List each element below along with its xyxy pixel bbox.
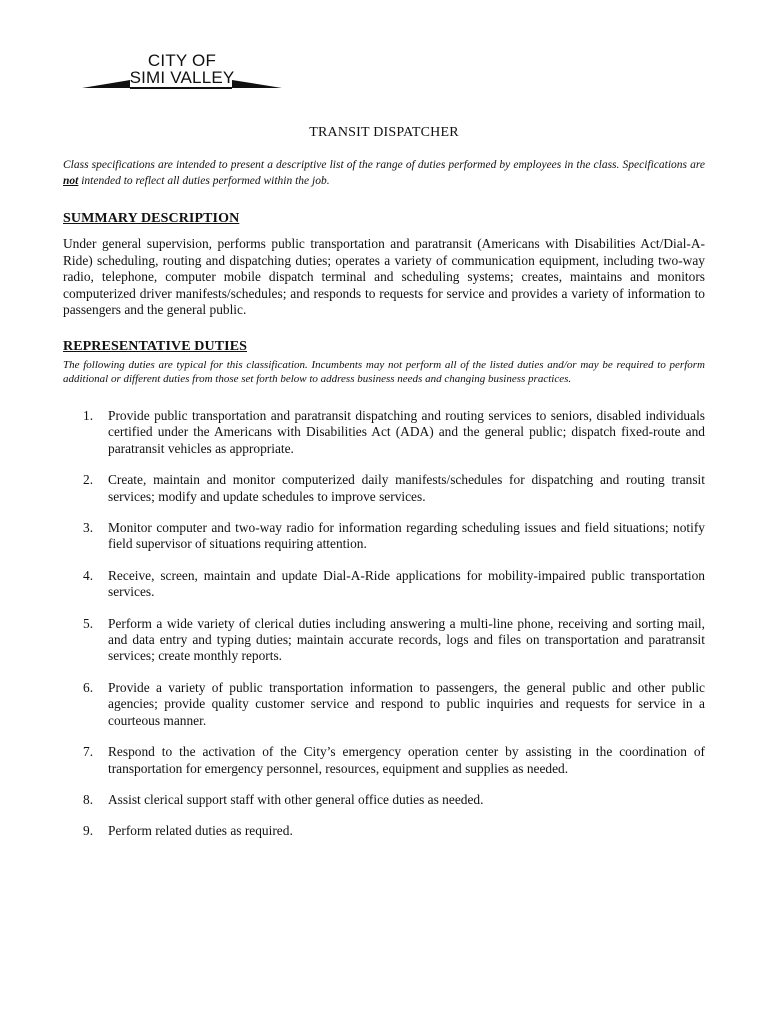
city-logo bbox=[80, 50, 284, 92]
duty-number: 7. bbox=[83, 744, 94, 760]
class-spec-note-part1: Class specifications are intended to present a descriptive list of the range of duties performed by employees in the class. Specifications are bbox=[63, 159, 705, 171]
duty-text: Monitor computer and two-way radio for information regarding scheduling issues and field situations; notify field supervisor of situations requiring attention. bbox=[108, 520, 705, 552]
duty-item bbox=[63, 616, 705, 665]
duty-number: 8. bbox=[83, 791, 94, 807]
duty-item bbox=[63, 744, 705, 777]
duty-number: 3. bbox=[83, 520, 94, 536]
duty-number: 2. bbox=[83, 472, 94, 488]
logo-line-1: CITY OF bbox=[147, 51, 217, 70]
class-spec-note-part2: intended to reflect all duties performed within the job. bbox=[78, 175, 330, 187]
summary-heading: SUMMARY DESCRIPTION bbox=[63, 211, 240, 226]
duty-text: Respond to the activation of the City’s emergency operation center by assisting in the coordination of transportation for emergency personnel, resources, equipment and supplies as needed. bbox=[108, 744, 705, 776]
duties-list bbox=[63, 408, 705, 840]
duty-item bbox=[63, 568, 705, 601]
duty-item bbox=[63, 792, 705, 808]
duty-text: Provide public transportation and paratransit dispatching and routing services to seniors, disabled individuals certified under the Americans with Disabilities Act (ADA) and the general public; dispatch fixed-route and paratransit vehicles as appropriate. bbox=[108, 408, 705, 456]
duty-text: Assist clerical support staff with other general office duties as needed. bbox=[108, 791, 484, 807]
duty-text: Receive, screen, maintain and update Dial-A-Ride applications for mobility-impaired public transportation services. bbox=[108, 567, 705, 600]
duties-intro: The following duties are typical for this classification. Incumbents may not perform all of the listed duties and/or may be required to perform additional or different duties from those set forth below to address business needs and changing business practices. bbox=[63, 359, 705, 386]
duty-text: Perform a wide variety of clerical duties including answering a multi-line phone, receiving and sorting mail, and data entry and typing duties; maintain accurate records, logs and files on transportation and paratransit services; create monthly reports. bbox=[108, 615, 705, 664]
summary-text: Under general supervision, performs public transportation and paratransit (Americans with Disabilities Act/Dial-A-Ride) scheduling, routing and dispatching duties; operates a variety of communication equipment, including two-way radio, telephone, computer mobile dispatch terminal and scheduling systems; creates, maintains and monitors computerized driver manifests/schedules; and responds to requests for service and provides a variety of information to passengers and the general public. bbox=[63, 236, 705, 318]
duties-heading: REPRESENTATIVE DUTIES bbox=[63, 339, 248, 354]
duty-item bbox=[63, 823, 705, 839]
duty-item bbox=[63, 680, 705, 729]
logo-line-2: SIMI VALLEY bbox=[129, 68, 235, 87]
duty-item bbox=[63, 520, 705, 553]
class-spec-note bbox=[63, 157, 705, 189]
class-spec-note-emphasis: not bbox=[63, 175, 79, 187]
duty-number: 5. bbox=[83, 615, 94, 631]
duty-number: 1. bbox=[83, 408, 94, 423]
page-title: TRANSIT DISPATCHER bbox=[309, 125, 459, 140]
duty-item bbox=[63, 408, 705, 457]
duty-text: Provide a variety of public transportation information to passengers, the general public and other public agencies; provide quality customer service and respond to public inquiries and requests for service in a courteous manner. bbox=[108, 679, 705, 728]
duty-number: 9. bbox=[83, 823, 94, 839]
duty-number: 4. bbox=[83, 567, 94, 583]
duty-number: 6. bbox=[83, 679, 94, 695]
duty-item bbox=[63, 472, 705, 505]
duty-text: Create, maintain and monitor computerized daily manifests/schedules for dispatching and routing transit services; modify and update schedules to improve services. bbox=[108, 472, 705, 504]
duty-text: Perform related duties as required. bbox=[108, 823, 293, 839]
